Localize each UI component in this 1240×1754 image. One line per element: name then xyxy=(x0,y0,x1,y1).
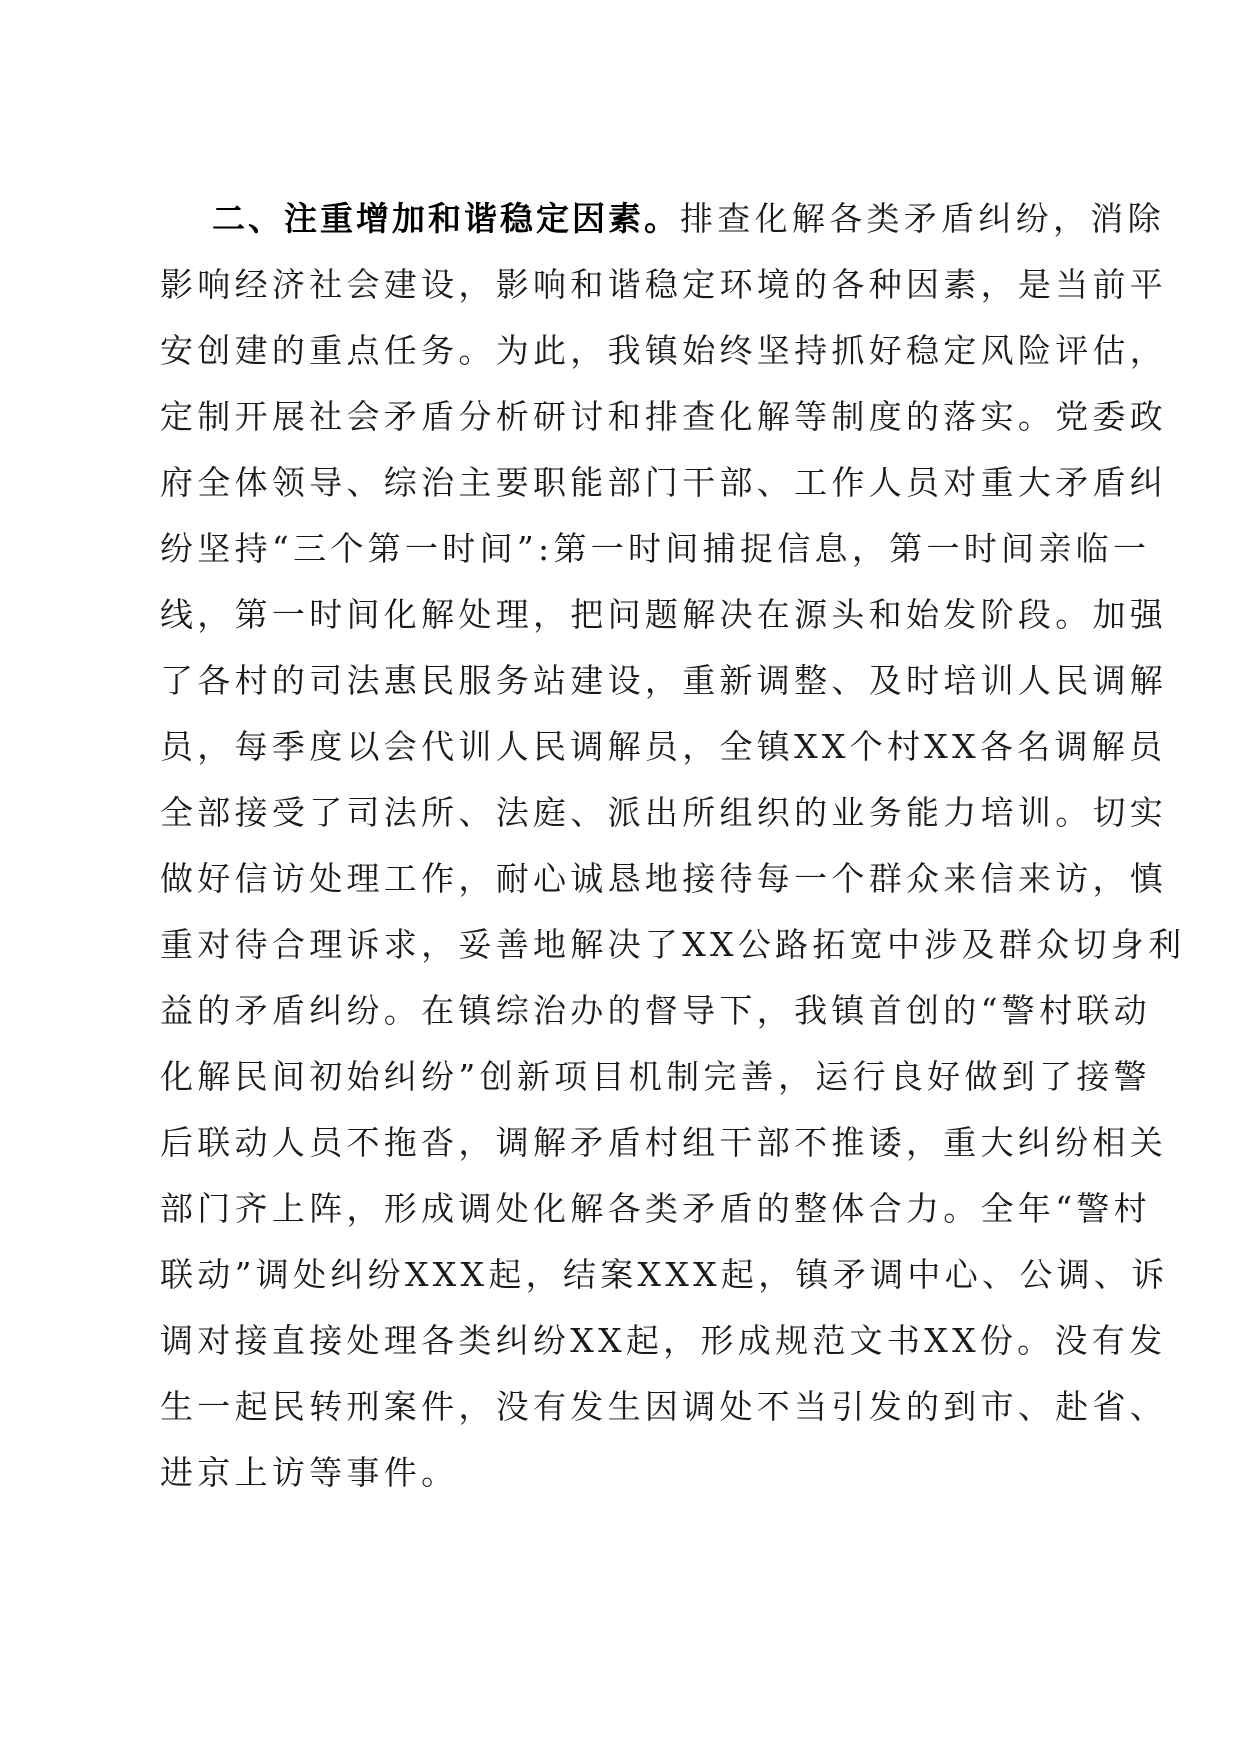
paragraph-line-17: 联动”调处纠纷XXX起，结案XXX起，镇矛调中心、公调、诉 xyxy=(160,1255,1169,1294)
paragraph-line-11: 做好信访处理工作，耐心诚恳地接待每一个群众来信来访，慎 xyxy=(160,859,1168,898)
paragraph-line-18: 调对接直接处理各类纠纷XX起，形成规范文书XX份。没有发 xyxy=(160,1321,1167,1360)
paragraph-line-7: 线，第一时间化解处理，把问题解决在源头和始发阶段。加强 xyxy=(160,595,1168,634)
paragraph-line-12: 重对待合理诉求，妥善地解决了XX公路拓宽中涉及群众切身利 xyxy=(160,925,1186,964)
paragraph-line-3: 安创建的重点任务。为此，我镇始终坚持抓好稳定风险评估， xyxy=(160,331,1168,370)
paragraph-line-4: 定制开展社会矛盾分析研讨和排查化解等制度的落实。党委政 xyxy=(160,397,1168,436)
paragraph-line-1 xyxy=(160,186,1165,252)
paragraph-line-6: 纷坚持“三个第一时间”:第一时间捕捉信息，第一时间亲临一 xyxy=(160,529,1151,568)
paragraph-line-13: 益的矛盾纠纷。在镇综治办的督导下，我镇首创的“警村联动 xyxy=(160,991,1151,1030)
paragraph-line-20: 进京上访等事件。 xyxy=(160,1453,459,1492)
document-body xyxy=(160,186,1186,1506)
line-text: 排查化解各类矛盾纠纷，消除 xyxy=(680,199,1165,238)
paragraph-line-16: 部门齐上阵，形成调处化解各类矛盾的整体合力。全年“警村 xyxy=(160,1189,1151,1228)
section-heading: 二、注重增加和谐稳定因素。 xyxy=(212,199,680,238)
paragraph-line-10: 全部接受了司法所、法庭、派出所组织的业务能力培训。切实 xyxy=(160,793,1168,832)
paragraph-line-15: 后联动人员不拖沓，调解矛盾村组干部不推诿，重大纠纷相关 xyxy=(160,1123,1168,1162)
paragraph-line-9: 员，每季度以会代训人民调解员，全镇XX个村XX各名调解员 xyxy=(160,727,1167,766)
paragraph-line-14: 化解民间初始纠纷”创新项目机制完善，运行良好做到了接警 xyxy=(160,1057,1151,1096)
paragraph-line-8: 了各村的司法惠民服务站建设，重新调整、及时培训人民调解 xyxy=(160,661,1168,700)
paragraph-line-2: 影响经济社会建设，影响和谐稳定环境的各种因素，是当前平 xyxy=(160,265,1168,304)
paragraph-line-5: 府全体领导、综治主要职能部门干部、工作人员对重大矛盾纠 xyxy=(160,463,1168,502)
paragraph-line-19: 生一起民转刑案件，没有发生因调处不当引发的到市、赴省、 xyxy=(160,1387,1168,1426)
